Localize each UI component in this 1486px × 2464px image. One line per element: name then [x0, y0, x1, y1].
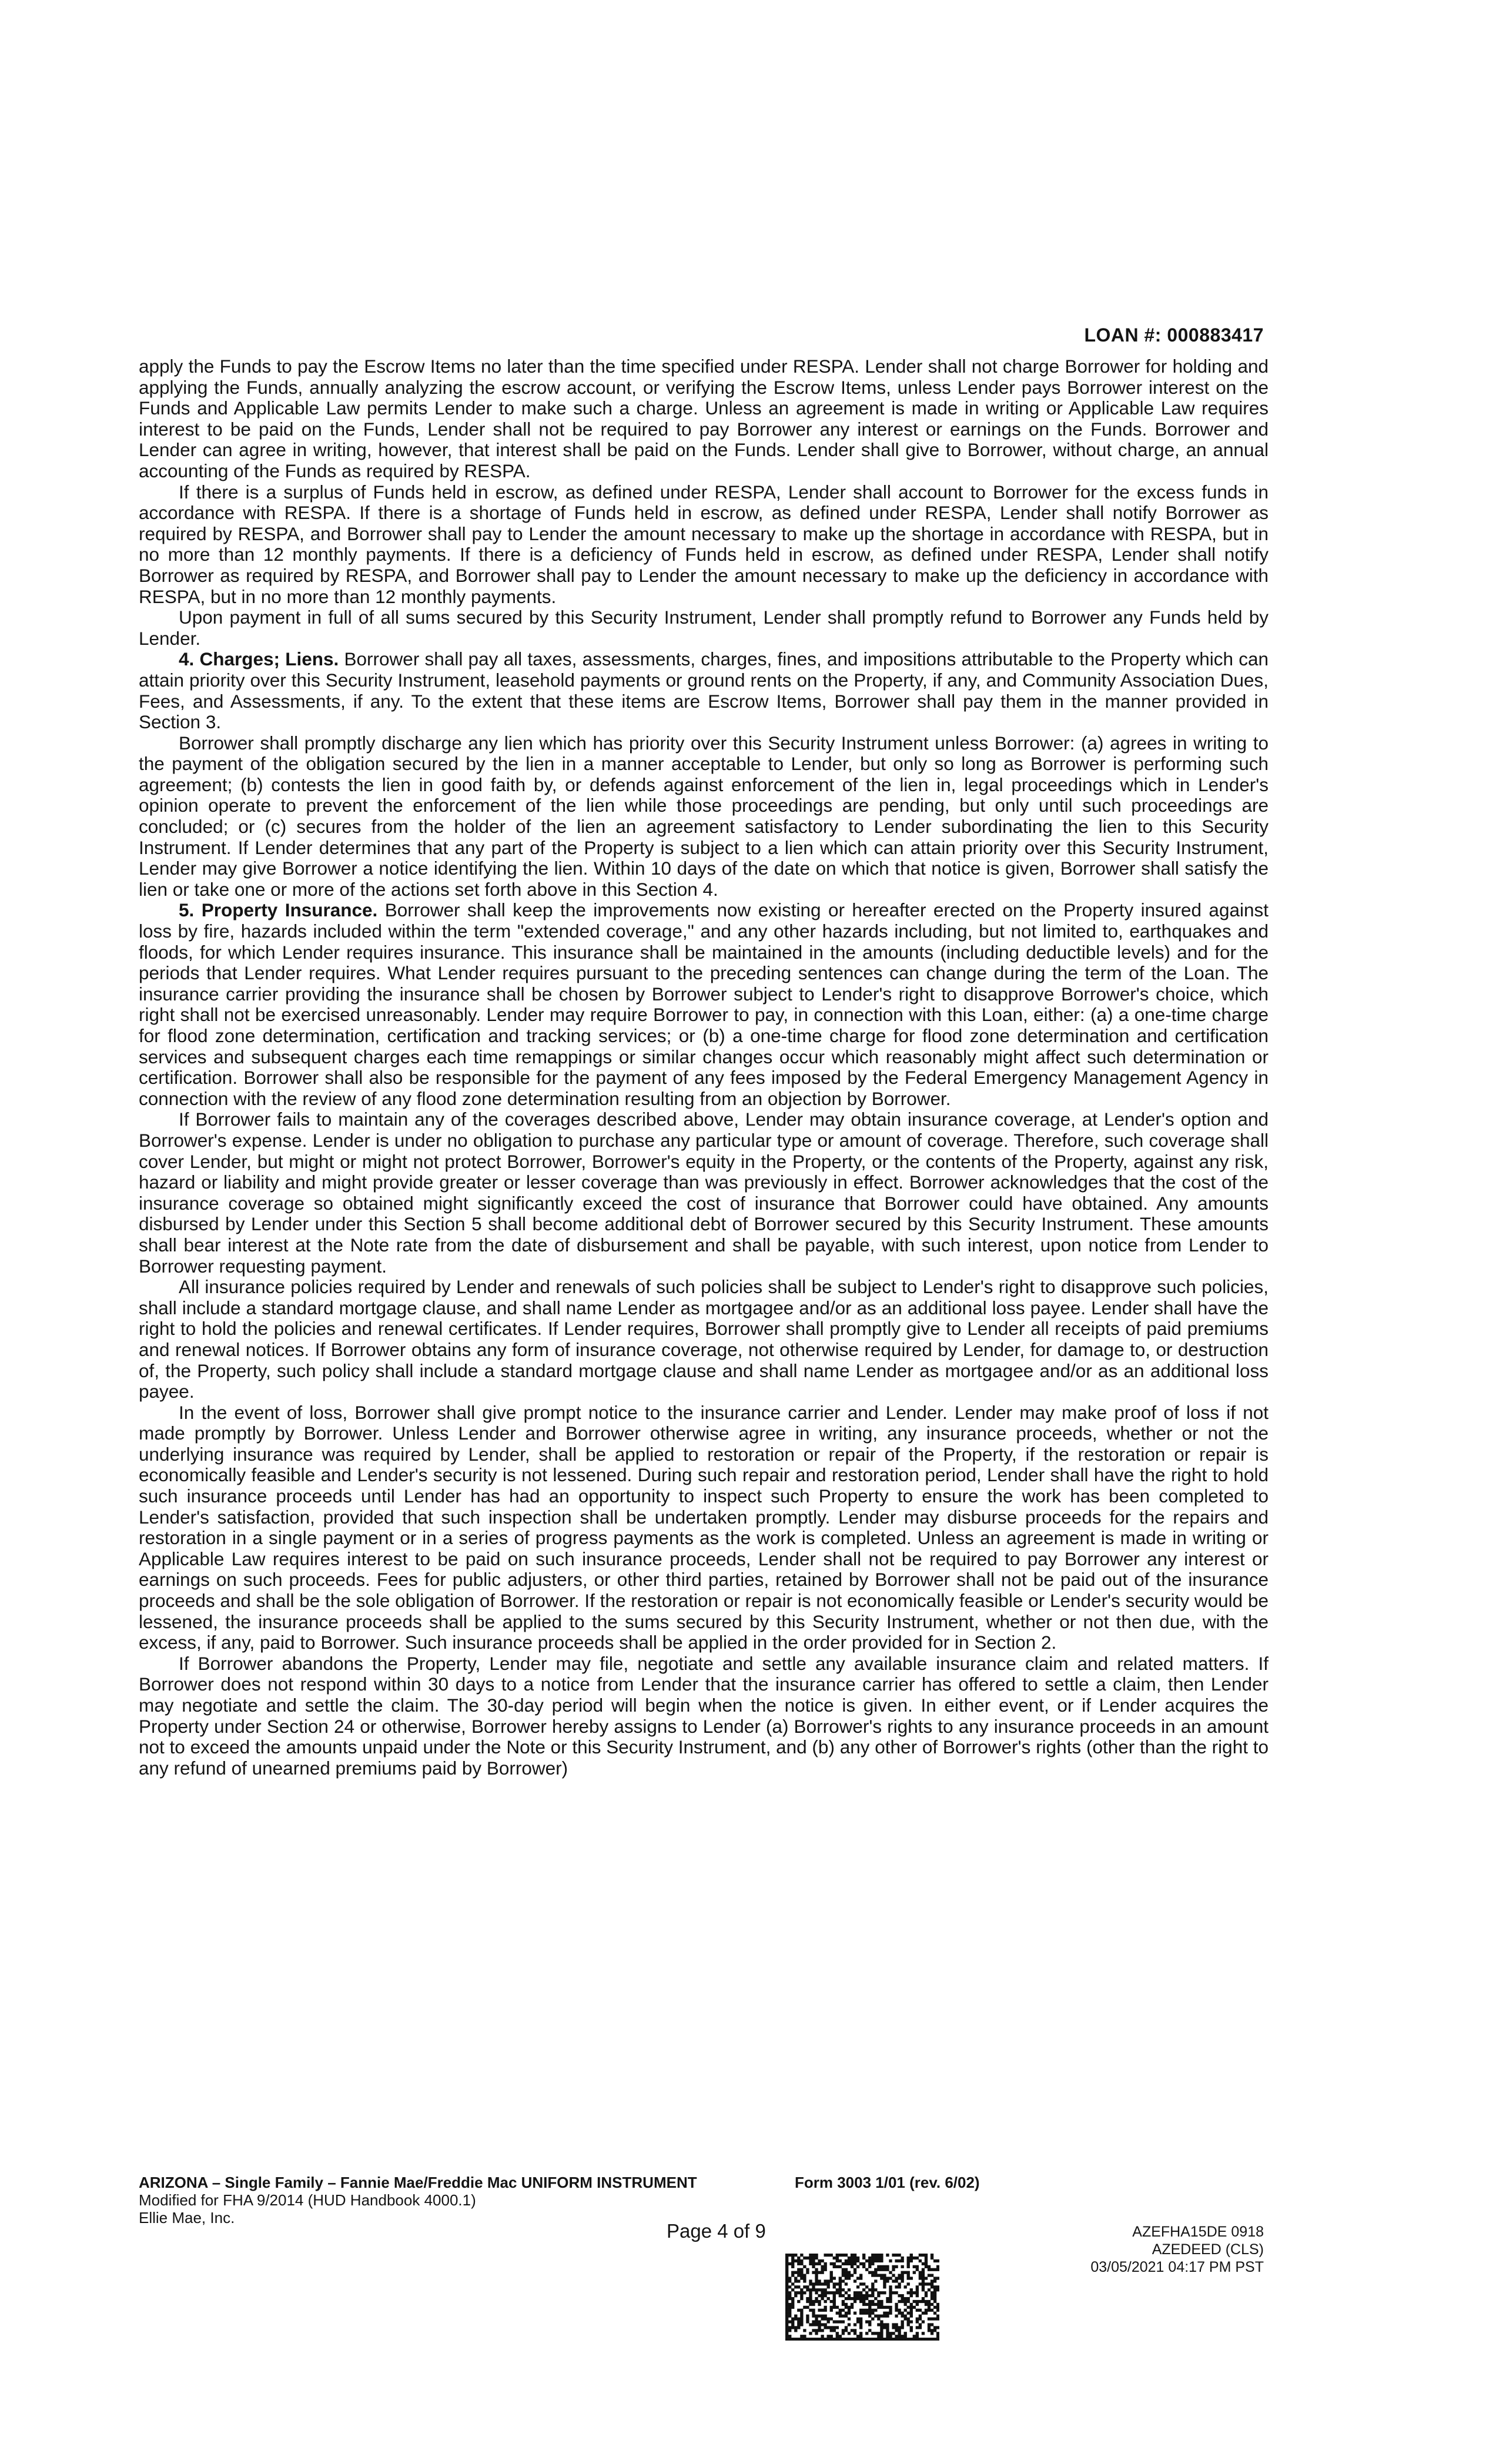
footer-timestamp: 03/05/2021 04:17 PM PST: [1090, 2259, 1264, 2275]
paragraph: Borrower shall promptly discharge any lien which has priority over this Security Instrument unless Borrower: (a) agrees in writing to the payment of the obligation secured by the lien in a manner acceptable to Lender, but only so long as Borrower is performing such agreement; (b) contests the lien in good faith by, or defends against enforcement of the lien in, legal proceedings which in Lender's opinion operate to prevent the enforcement of the lien while those proceedings are pending, but only until such proceedings are concluded; or (c) secures from the holder of the lien an agreement satisfactory to Lender subordinating the lien to this Security Instrument. If Lender determines that any part of the Property is subject to a lien which can attain priority over this Security Instrument, Lender may give Borrower a notice identifying the lien. Within 10 days of the date on which that notice is given, Borrower shall satisfy the lien or take one or more of the actions set forth above in this Section 4.: [139, 732, 1269, 900]
page-number: Page 4 of 9: [667, 2220, 766, 2242]
footer-doc-name: AZEDEED (CLS): [1152, 2241, 1264, 2258]
paragraph: If there is a surplus of Funds held in escrow, as defined under RESPA, Lender shall account to Borrower for the excess funds in accordance with RESPA. If there is a shortage of Funds held in escrow, as defined under RESPA, Lender shall notify Borrower as required by RESPA, and Borrower shall pay to Lender the amount necessary to make up the shortage in accordance with RESPA, but in no more than 12 monthly payments. If there is a deficiency of Funds held in escrow, as defined under RESPA, Lender shall notify Borrower as required by RESPA, and Borrower shall pay to Lender the amount necessary to make up the deficiency in accordance with RESPA, but in no more than 12 monthly payments.: [139, 481, 1269, 607]
barcode-2d-icon: [785, 2254, 939, 2341]
paragraph: If Borrower abandons the Property, Lender may file, negotiate and settle any available insurance claim and related matters. If Borrower does not respond within 30 days to a notice from Lender that the insurance carrier has offered to settle a claim, then Lender may negotiate and settle the claim. The 30-day period will begin when the notice is given. In either event, or if Lender acquires the Property under Section 24 or otherwise, Borrower hereby assigns to Lender (a) Borrower's rights to any insurance proceeds in an amount not to exceed the amounts unpaid under the Note or this Security Instrument, and (b) any other of Borrower's rights (other than the right to any refund of unearned premiums paid by Borrower): [139, 1652, 1269, 1779]
section-text: Borrower shall pay all taxes, assessments, charges, fines, and impositions attributable to the Property which can attain priority over this Security Instrument, leasehold payments or ground rents on the Property, if any, and Community Association Dues, Fees, and Assessments, if any. To the extent that these items are Escrow Items, Borrower shall pay them in the manner provided in Section 3.: [139, 648, 1269, 733]
footer-form-number: Form 3003 1/01 (rev. 6/02): [795, 2174, 980, 2191]
paragraph: All insurance policies required by Lender and renewals of such policies shall be subject to Lender's right to disapprove such policies, shall include a standard mortgage clause, and shall name Lender as mortgagee and/or as an additional loss payee. Lender shall have the right to hold the policies and renewal certificates. If Lender requires, Borrower shall promptly give to Lender all receipts of paid premiums and renewal notices. If Borrower obtains any form of insurance coverage, not otherwise required by Lender, for damage to, or destruction of, the Property, such policy shall include a standard mortgage clause and shall name Lender as mortgagee and/or as an additional loss payee.: [139, 1276, 1269, 1402]
footer-modified-note: Modified for FHA 9/2014 (HUD Handbook 4000.1): [139, 2191, 476, 2209]
paragraph: apply the Funds to pay the Escrow Items no later than the time specified under RESPA. Lender shall not charge Borrower for holding and applying the Funds, annually analyzing the escrow account, or verifying the Escrow Items, unless Lender pays Borrower interest on the Funds and Applicable Law permits Lender to make such a charge. Unless an agreement is made in writing or Applicable Law requires interest to be paid on the Funds, Lender shall not be required to pay Borrower any interest or earnings on the Funds. Borrower and Lender can agree in writing, however, that interest shall be paid on the Funds. Lender shall give to Borrower, without charge, an annual accounting of the Funds as required by RESPA.: [139, 356, 1269, 481]
footer-doc-info: [1090, 2223, 1264, 2276]
footer-form-info: [139, 2174, 697, 2227]
paragraph: [139, 900, 1269, 1109]
paragraph: In the event of loss, Borrower shall give prompt notice to the insurance carrier and Lender. Lender may make proof of loss if not made promptly by Borrower. Unless Lender and Borrower otherwise agree in writing, any insurance proceeds, whether or not the underlying insurance was required by Lender, shall be applied to restoration or repair of the Property, if the restoration or repair is economically feasible and Lender's security is not lessened. During such repair and restoration period, Lender shall have the right to hold such insurance proceeds until Lender has had an opportunity to inspect such Property to ensure the work has been completed to Lender's satisfaction, provided that such inspection shall be undertaken promptly. Lender may disburse proceeds for the repairs and restoration in a single payment or in a series of progress payments as the work is completed. Unless an agreement is made in writing or Applicable Law requires interest to be paid on such insurance proceeds, Lender shall not be required to pay Borrower any interest or earnings on such proceeds. Fees for public adjusters, or other third parties, retained by Borrower shall not be paid out of the insurance proceeds and shall be the sole obligation of Borrower. If the restoration or repair is not economically feasible or Lender's security would be lessened, the insurance proceeds shall be applied to the sums secured by this Security Instrument, whether or not then due, with the excess, if any, paid to Borrower. Such insurance proceeds shall be applied in the order provided for in Section 2.: [139, 1401, 1269, 1653]
paragraph: Upon payment in full of all sums secured by this Security Instrument, Lender shall promptly refund to Borrower any Funds held by Lender.: [139, 607, 1269, 649]
paragraph: [139, 649, 1269, 732]
footer-instrument-title: ARIZONA – Single Family – Fannie Mae/Freddie Mac UNIFORM INSTRUMENT: [139, 2174, 697, 2191]
paragraph: If Borrower fails to maintain any of the coverages described above, Lender may obtain insurance coverage, at Lender's option and Borrower's expense. Lender is under no obligation to purchase any particular type or amount of coverage. Therefore, such coverage shall cover Lender, but might or might not protect Borrower, Borrower's equity in the Property, or the contents of the Property, against any risk, hazard or liability and might provide greater or lesser coverage than was previously in effect. Borrower acknowledges that the cost of the insurance coverage so obtained might significantly exceed the cost of insurance that Borrower could have obtained. Any amounts disbursed by Lender under this Section 5 shall become additional debt of Borrower secured by this Security Instrument. These amounts shall bear interest at the Note rate from the date of disbursement and shall be payable, with such interest, upon notice from Lender to Borrower requesting payment.: [139, 1109, 1269, 1277]
section-title: 4. Charges; Liens.: [179, 648, 339, 670]
section-text: Borrower shall keep the improvements now existing or hereafter erected on the Property insured against loss by fire, hazards included within the term "extended coverage," and any other hazards including, but not limited to, earthquakes and floods, for which Lender requires insurance. This insurance shall be maintained in the amounts (including deductible levels) and for the periods that Lender requires. What Lender requires pursuant to the preceding sentences can change during the term of the Loan. The insurance carrier providing the insurance shall be chosen by Borrower subject to Lender's right to disapprove Borrower's choice, which right shall not be exercised unreasonably. Lender may require Borrower to pay, in connection with this Loan, either: (a) a one-time charge for flood zone determination, certification and tracking services; or (b) a one-time charge for flood zone determination and certification services and subsequent charges each time remappings or similar changes occur which reasonably might affect such determination or certification. Borrower shall also be responsible for the payment of any fees imposed by the Federal Emergency Management Agency in connection with the review of any flood zone determination resulting from an objection by Borrower.: [139, 899, 1269, 1109]
footer-doc-code: AZEFHA15DE 0918: [1132, 2224, 1264, 2240]
section-title: 5. Property Insurance.: [179, 899, 378, 921]
loan-number: LOAN #: 000883417: [1084, 324, 1264, 346]
body-text: [139, 356, 1269, 1779]
footer-publisher: Ellie Mae, Inc.: [139, 2209, 235, 2227]
